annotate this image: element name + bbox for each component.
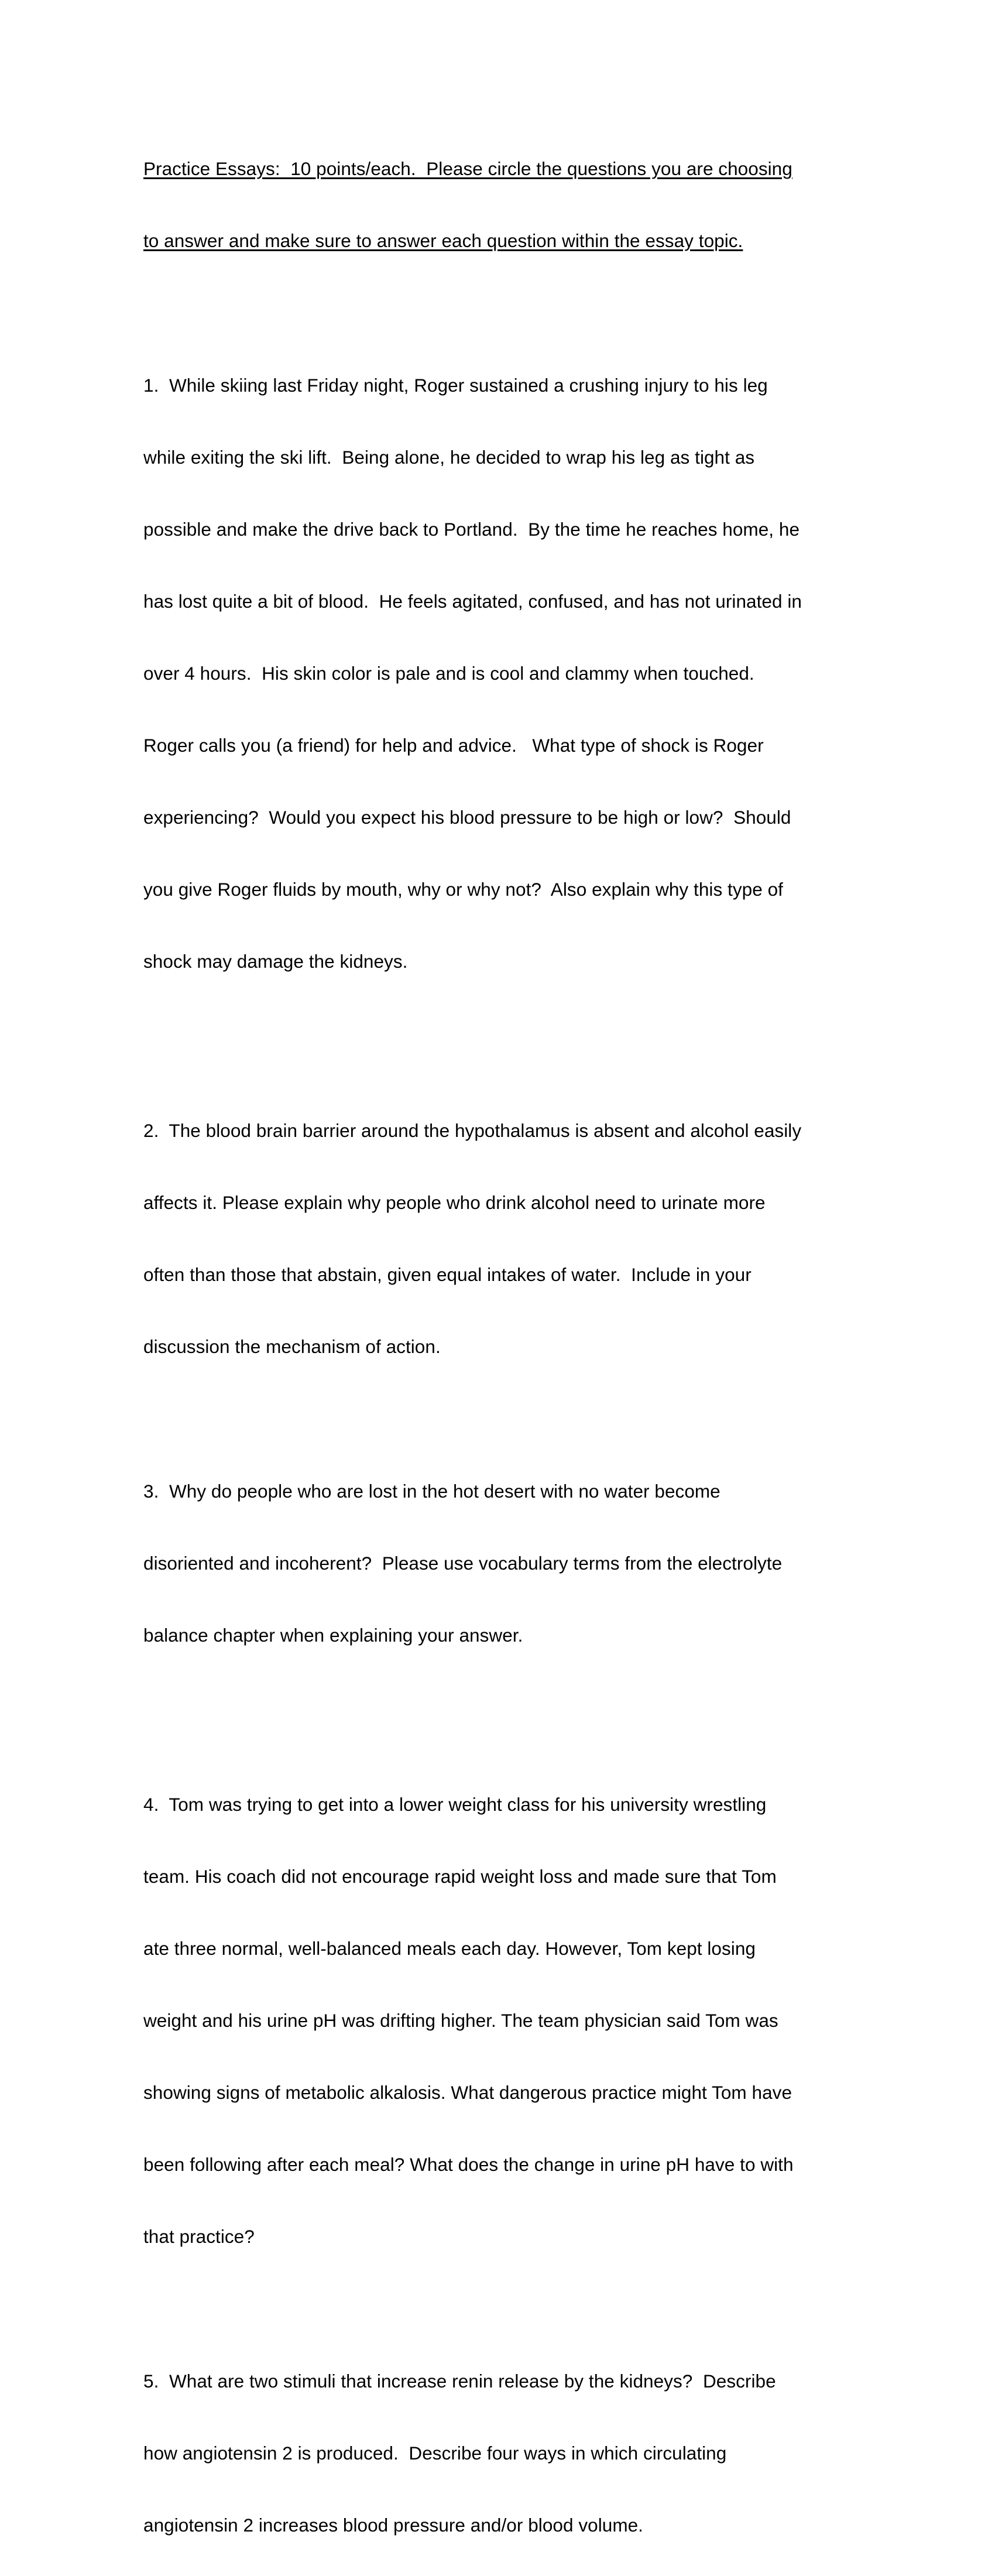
question-1-line-4: has lost quite a bit of blood. He feels agitated, confused, and has not urinated in — [143, 591, 802, 612]
question-4-line-6: been following after each meal? What does the change in urine pH have to with — [143, 2154, 794, 2175]
spacer-question-3-question-4 — [143, 1695, 840, 1745]
question-5-line-2: how angiotensin 2 is produced. Describe four ways in which circulating — [143, 2443, 727, 2464]
spacer-question-2-question-3 — [143, 1407, 840, 1431]
question-1-line-1: 1. While skiing last Friday night, Roger sustained a crushing injury to his leg — [143, 375, 768, 396]
document-text-column — [143, 109, 840, 2576]
question-2-line-3: often than those that abstain, given equal intakes of water. Include in your — [143, 1264, 752, 1285]
question-1-line-7: experiencing? Would you expect his blood pressure to be high or low? Should — [143, 807, 791, 828]
question-1-line-8: you give Roger fluids by mouth, why or why not? Also explain why this type of — [143, 879, 783, 900]
question-1-line-3: possible and make the drive back to Portland. By the time he reaches home, he — [143, 519, 800, 540]
question-4-line-5: showing signs of metabolic alkalosis. What dangerous practice might Tom have — [143, 2082, 792, 2103]
question-4-line-2: team. His coach did not encourage rapid weight loss and made sure that Tom — [143, 1866, 777, 1887]
question-5-line-3: angiotensin 2 increases blood pressure and/or blood volume. — [143, 2515, 643, 2536]
question-4-line-4: weight and his urine pH was drifting higher. The team physician said Tom was — [143, 2010, 778, 2031]
heading-line-1 — [143, 157, 840, 181]
question-2 — [143, 1071, 840, 1407]
spacer-question-4-question-5 — [143, 2297, 840, 2321]
heading-line-1-text: Practice Essays: 10 points/each. Please circle the questions you are choosing — [143, 158, 792, 179]
question-1-line-5: over 4 hours. His skin color is pale and is cool and clammy when touched. — [143, 663, 754, 684]
question-1-line-9: shock may damage the kidneys. — [143, 951, 408, 972]
spacer-heading-question-1 — [143, 301, 840, 326]
question-1-line-6: Roger calls you (a friend) for help and advice. What type of shock is Roger — [143, 735, 764, 756]
question-3-line-3: balance chapter when explaining your answer. — [143, 1625, 523, 1646]
question-4-line-3: ate three normal, well-balanced meals each day. However, Tom kept losing — [143, 1938, 756, 1959]
heading-line-2-text: to answer and make sure to answer each question within the essay topic. — [143, 230, 743, 251]
spacer-question-1-question-2 — [143, 1022, 840, 1071]
question-4-line-7: that practice? — [143, 2226, 255, 2247]
question-2-line-2: affects it. Please explain why people who drink alcohol need to urinate more — [143, 1192, 766, 1213]
question-4-line-1: 4. Tom was trying to get into a lower weight class for his university wrestling — [143, 1794, 767, 1815]
heading-line-2 — [143, 229, 840, 253]
question-4 — [143, 1745, 840, 2297]
question-2-line-1: 2. The blood brain barrier around the hypothalamus is absent and alcohol easily — [143, 1120, 802, 1141]
question-2-line-4: discussion the mechanism of action. — [143, 1336, 441, 1357]
question-5 — [143, 2321, 840, 2576]
question-1 — [143, 326, 840, 1022]
document-heading — [143, 109, 840, 301]
question-5-line-1: 5. What are two stimuli that increase renin release by the kidneys? Describe — [143, 2371, 776, 2392]
question-1-line-2: while exiting the ski lift. Being alone, he decided to wrap his leg as tight as — [143, 447, 755, 468]
question-3 — [143, 1431, 840, 1695]
question-3-line-2: disoriented and incoherent? Please use vocabulary terms from the electrolyte — [143, 1553, 783, 1574]
question-3-line-1: 3. Why do people who are lost in the hot desert with no water become — [143, 1481, 720, 1502]
